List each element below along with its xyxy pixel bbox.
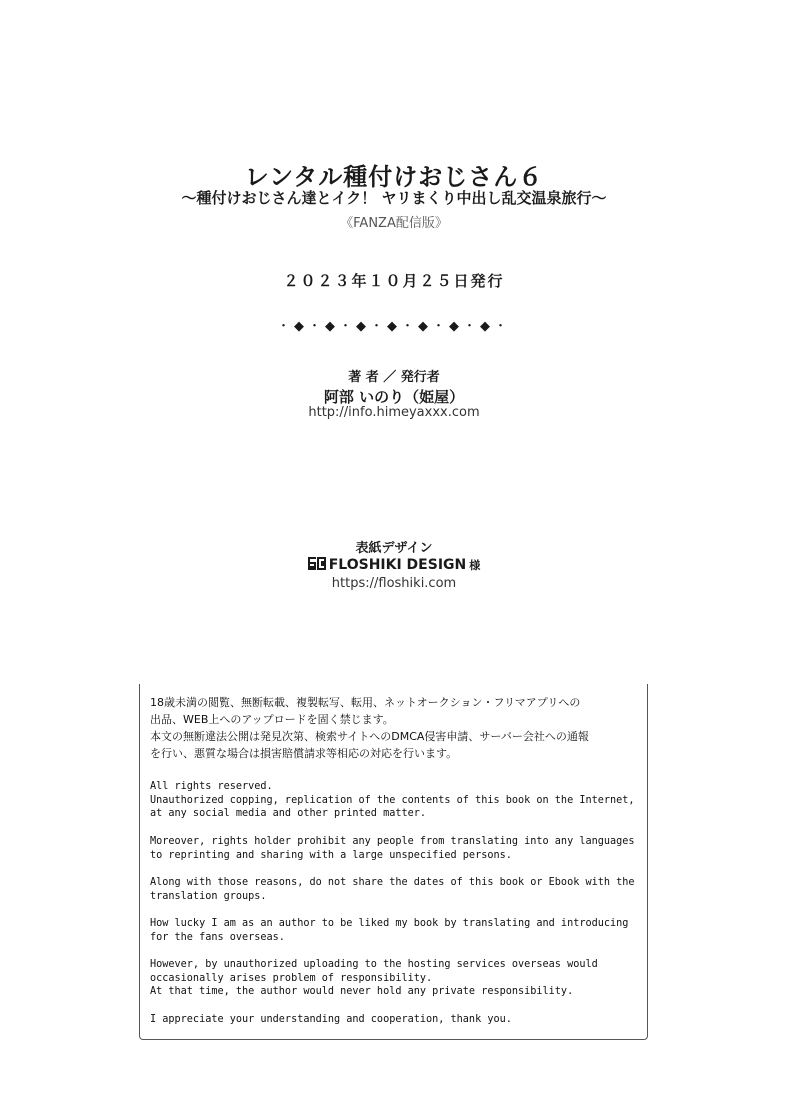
english-notice [150,780,645,1040]
notice-en-paragraph [150,780,645,821]
publication-date: ２０２３年１０月２５日発行 [283,272,505,290]
copyright-notice-box [139,684,648,1040]
notice-jp-line: を行い、悪質な場合は損害賠償請求等相応の対応を行います。 [150,747,458,760]
notice-en-line: occasionally arises problem of responsibility. [150,972,433,984]
notice-en-paragraph [150,876,645,903]
notice-jp-line: 本文の無断違法公開は発見次第、検索サイトへのDMCA侵害申請、サーバー会社への通報 [150,730,589,743]
author-url-link[interactable]: http://info.himeyaxxx.com [308,405,480,420]
notice-en-line: Unauthorized copping, replication of the contents of this book on the Internet, [150,794,635,806]
book-title: レンタル種付けおじさん６ [244,162,544,191]
cover-design-label: 表紙デザイン [355,541,433,556]
notice-en-line: All rights reserved. [150,781,273,792]
notice-en-paragraph [150,958,645,999]
notice-en-line: Moreover, rights holder prohibit any people from translating into any languages [150,835,635,847]
notice-jp-line: 18歳未満の閲覧、無断転載、複製転写、転用、ネットオークション・フリマアプリへの [150,696,581,709]
author-role-label: 著 者 ／ 発行者 [348,370,440,385]
notice-en-paragraph [150,917,645,944]
notice-en-line: Along with those reasons, do not share the dates of this book or Ebook with the [150,876,635,888]
author-name: 阿部 いのり（姫屋） [323,388,465,406]
notice-en-line: for the fans overseas. [150,931,285,943]
notice-en-line: However, by unauthorized uploading to the hosting services overseas would [150,959,598,971]
designer-honorific: 様 [469,559,481,572]
notice-en-line: translation groups. [150,890,267,902]
book-subtitle: ～種付けおじさん達とイク！ ヤリまくり中出し乱交温泉旅行～ [181,189,607,207]
designer-name: FLOSHIKI DESIGN [328,557,467,573]
notice-en-line: at any social media and other printed matter. [150,808,427,820]
ornament-divider: ・◆・◆・◆・◆・◆・◆・◆・ [277,319,511,334]
notice-en-line: to reprinting and sharing with a large unspecified persons. [150,849,512,861]
notice-en-line: I appreciate your understanding and cooperation, thank you. [150,1013,512,1025]
japanese-notice [150,694,645,762]
notice-en-line: At that time, the author would never hold any private responsibility. [150,986,574,998]
notice-jp-line: 出品、WEB上へのアップロードを固く禁じます。 [150,713,394,726]
designer-credit [0,557,788,573]
notice-en-line: How lucky I am as an author to be liked my book by translating and introducing [150,917,629,929]
edition-label: 《FANZA配信版》 [340,216,448,231]
designer-url-link[interactable]: https://floshiki.com [331,576,457,591]
notice-en-paragraph [150,1013,645,1027]
notice-en-paragraph [150,835,645,862]
floshiki-logo-icon [308,557,326,570]
